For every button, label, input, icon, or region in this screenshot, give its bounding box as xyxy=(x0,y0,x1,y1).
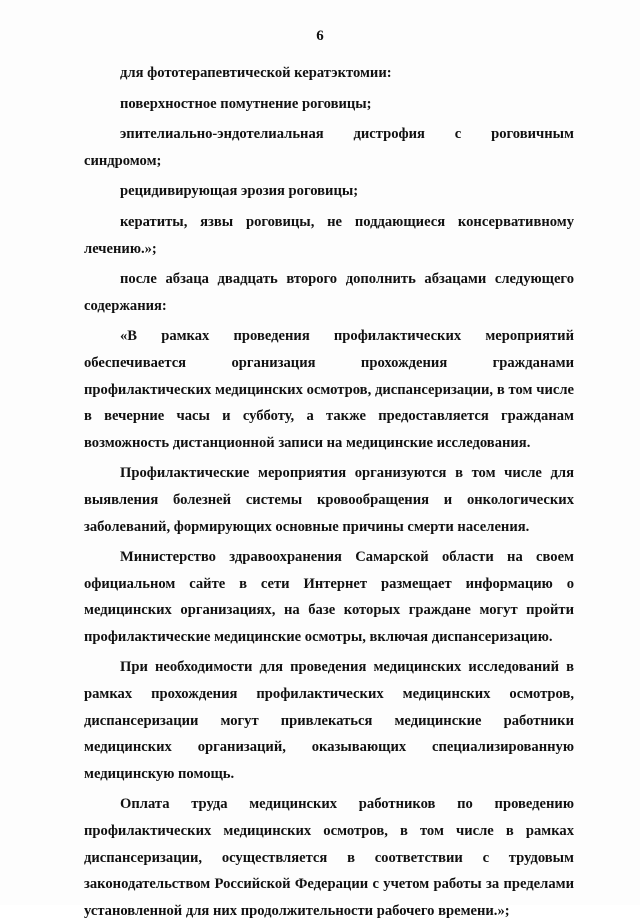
paragraph-9: Министерство здравоохранения Самарской области на своем официальном сайте в сети Интернет размещает информацию о медицинских организациях, на базе которых граждане могут пройти профилактические медицинские осмотры, включая диспансеризацию. xyxy=(84,549,574,645)
page-number: 6 xyxy=(316,28,324,44)
document-body xyxy=(84,60,574,924)
paragraph-4: рецидивирующая эрозия роговицы; xyxy=(120,183,359,200)
paragraph-6: после абзаца двадцать второго дополнить абзацами следующего содержания: xyxy=(84,271,574,314)
paragraph-10: При необходимости для проведения медицинских исследований в рамках прохождения профилактических медицинских осмотров, диспансеризации могут привлекаться медицинские работники медицинских организаций, оказывающих специализированную медицинскую помощь. xyxy=(84,659,574,782)
paragraph-1: для фототерапевтической кератэктомии: xyxy=(120,65,392,81)
paragraph-11: Оплата труда медицинских работников по проведению профилактических медицинских осмотров, в том числе в рамках диспансеризации, осуществляется в соответствии с трудовым законодательством Российской Федерации с учетом работы за пределами установленной для них продолжительности рабочего времени.»; xyxy=(84,796,574,919)
paragraph-5: кератиты, язвы роговицы, не поддающиеся консервативному лечению.»; xyxy=(84,213,574,257)
paragraph-3: эпителиально-эндотелиальная дистрофия с роговичным синдромом; xyxy=(84,126,574,169)
paragraph-7: «В рамках проведения профилактических мероприятий обеспечивается организация прохождения гражданами профилактических медицинских осмотров, диспансеризации, в том числе в вечерние часы и субботу, а также предоставляется гражданам возможность дистанционной записи на медицинские исследования. xyxy=(84,328,574,451)
paragraph-2: поверхностное помутнение роговицы; xyxy=(120,95,372,112)
paragraph-8: Профилактические мероприятия организуются в том числе для выявления болезней системы кровообращения и онкологических заболеваний, формирующих основные причины смерти населения. xyxy=(84,465,574,535)
